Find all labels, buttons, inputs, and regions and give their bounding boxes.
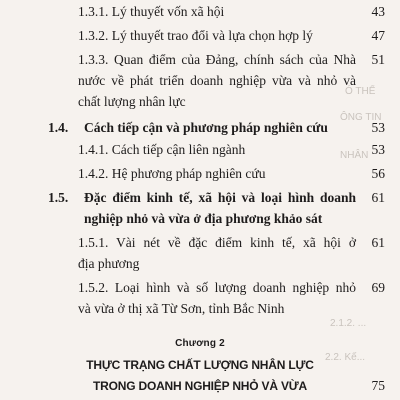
toc-entry-1-3-3-line-1[interactable]: 1.3.3. Quan điểm của Đảng, chính sách của Nhà	[78, 52, 356, 67]
toc-entry-1-3-3-line-2: nước về phát triển doanh nghiệp vừa và nhỏ và	[78, 73, 356, 88]
toc-section-number-1-5: 1.5.	[48, 190, 69, 205]
toc-entry-1-4-2[interactable]: 1.4.2. Hệ phương pháp nghiên cứu	[78, 166, 266, 181]
chapter-title-line-1[interactable]: THỰC TRẠNG CHẤT LƯỢNG NHÂN LỰC	[86, 358, 314, 372]
toc-entry-1-3-3-line-3: chất lượng nhân lực	[78, 94, 186, 109]
toc-entry-1-3-2[interactable]: 1.3.2. Lý thuyết trao đổi và lựa chọn hợp lý	[78, 28, 313, 43]
toc-section-1-4-title[interactable]: Cách tiếp cận và phương pháp nghiên cứu	[84, 120, 328, 135]
toc-page-number: 61	[371, 235, 385, 250]
toc-page-number: 75	[371, 378, 385, 393]
toc-entry-1-5-2-line-1[interactable]: 1.5.2. Loại hình và số lượng doanh nghiệp nhỏ	[78, 280, 356, 295]
toc-page-number: 56	[371, 166, 385, 181]
toc-page-number: 47	[371, 28, 385, 43]
toc-entry-1-5-1-line-2: địa phương	[78, 256, 140, 271]
toc-entry-1-5-1-line-1[interactable]: 1.5.1. Vài nét về đặc điểm kinh tế, xã hội ở	[78, 235, 356, 250]
toc-page: Ó THỂ ÔNG TIN NHÂN 2.1.2. ... 2.2. Kế... 1.3.1. Lý thuyết vốn xã hội 43 1.3.2. Lý thuyết trao đổi và lựa chọn hợp lý 47 1.3.3. Quan điểm của Đảng, chính sách của Nhà 51 nước về phát triển doanh nghiệp vừa và nhỏ và chất lượng nhân lực 1.4. Cách tiếp cận và phương pháp nghiên cứu 53 1.4.1. Cách tiếp cận liên ngành 53 1.4.2. Hệ phương pháp nghiên cứu 56 1.5. Đặc điểm kinh tế, xã hội và loại hình doanh 61 nghiệp nhỏ và vừa ở địa phương khảo sát 1.5.1. Vài nét về đặc điểm kinh tế, xã hội ở 61 địa phương 1.5.2. Loại hình và số lượng doanh nghiệp nhỏ 69 và vừa ở thị xã Từ Sơn, tỉnh Bắc Ninh Chương 2 THỰC TRẠNG CHẤT LƯỢNG NHÂN LỰC TRONG DOANH NGHIỆP NHỎ VÀ VỪA 75	[0, 0, 400, 400]
toc-page-number: 53	[371, 142, 385, 157]
toc-page-number: 43	[371, 4, 385, 19]
toc-entry-1-3-1[interactable]: 1.3.1. Lý thuyết vốn xã hội	[78, 4, 225, 19]
toc-entry-1-4-1[interactable]: 1.4.1. Cách tiếp cận liên ngành	[78, 142, 246, 157]
chapter-label: Chương 2	[175, 338, 225, 349]
toc-page-number: 61	[371, 190, 385, 205]
toc-section-1-5-title-line-1[interactable]: Đặc điểm kinh tế, xã hội và loại hình doanh	[84, 190, 356, 205]
toc-page-number: 69	[371, 280, 385, 295]
toc-page-number: 53	[371, 120, 385, 135]
toc-entry-1-5-2-line-2: và vừa ở thị xã Từ Sơn, tỉnh Bắc Ninh	[78, 301, 285, 316]
chapter-title-line-2: TRONG DOANH NGHIỆP NHỎ VÀ VỪA	[93, 379, 307, 393]
toc-page-number: 51	[371, 52, 385, 67]
toc-section-number-1-4: 1.4.	[48, 120, 69, 135]
toc-section-1-5-title-line-2: nghiệp nhỏ và vừa ở địa phương khảo sát	[84, 211, 323, 226]
